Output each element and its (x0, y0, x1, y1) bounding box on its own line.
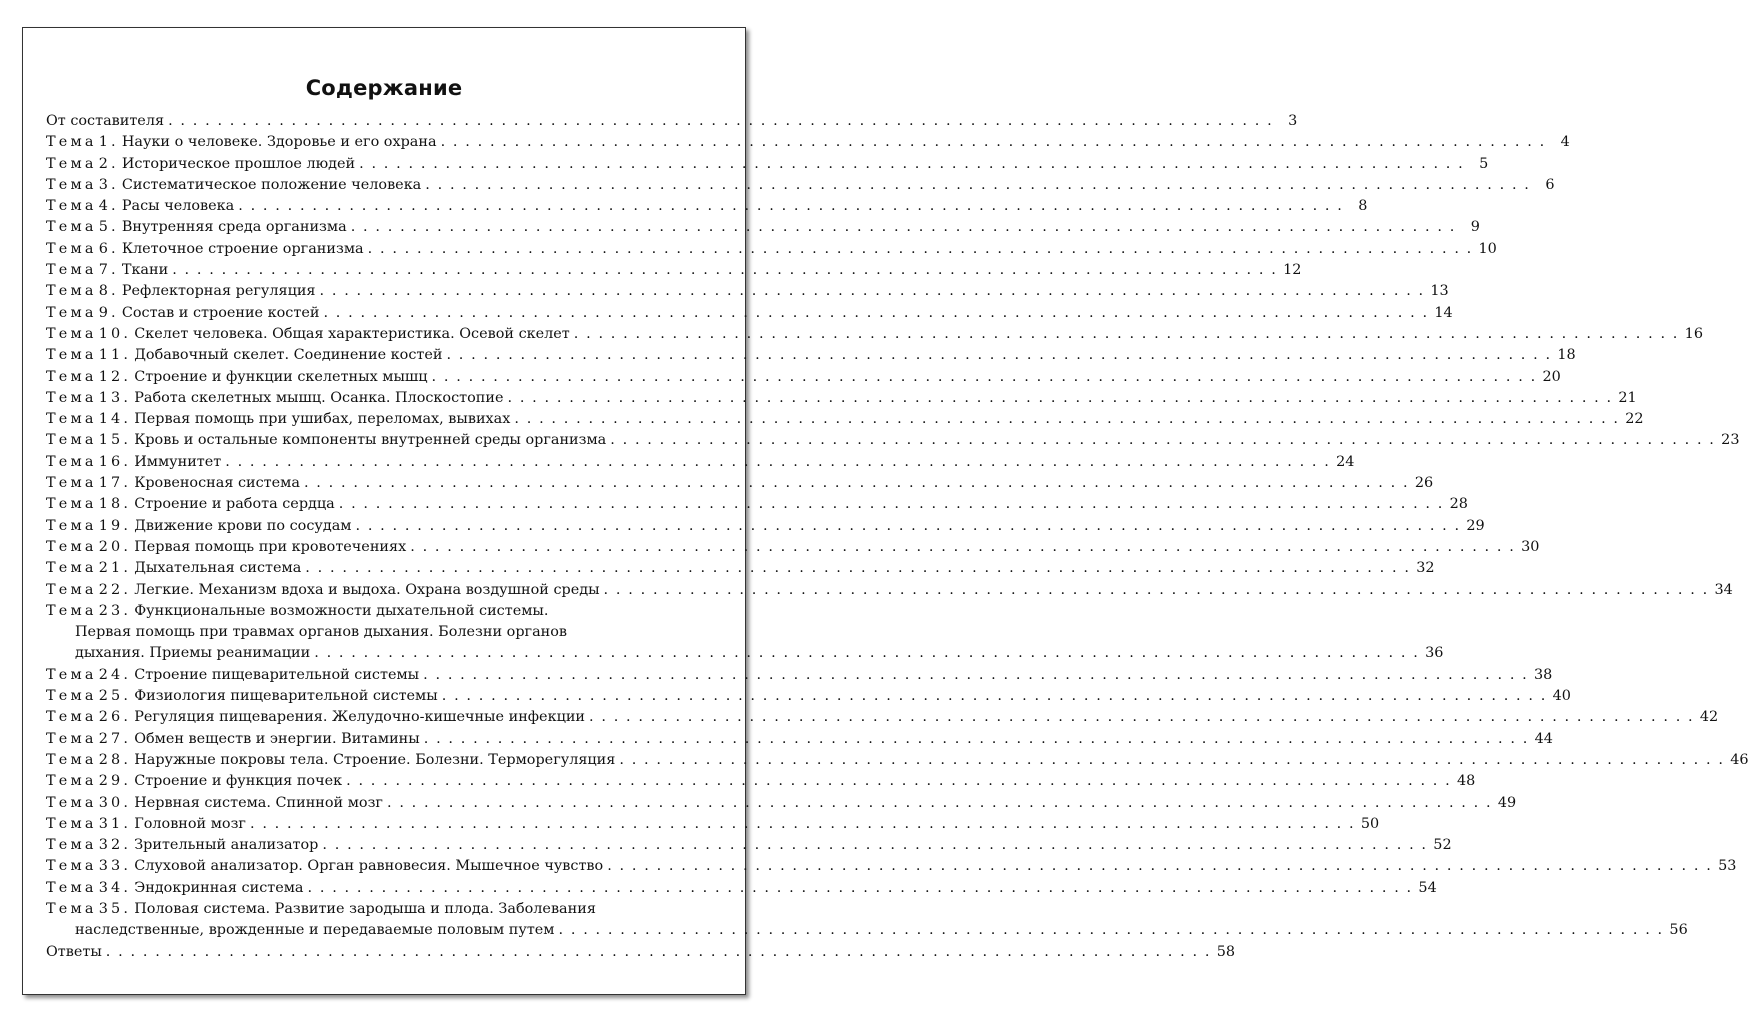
toc-label: Тема (46, 432, 97, 449)
toc-label: Тема (46, 176, 97, 193)
toc-number: 13. (98, 389, 132, 406)
toc-title: Зрительный анализатор (134, 837, 319, 854)
toc-page-number: 12 (1283, 262, 1302, 279)
toc-page-number: 40 (1552, 688, 1571, 705)
toc-label: Тема (46, 517, 97, 534)
toc-page-number: 32 (1416, 560, 1435, 577)
toc-label: Тема (46, 496, 97, 513)
toc-page-number: 46 (1730, 751, 1749, 768)
toc-title: Физиология пищеварительной системы (134, 688, 438, 705)
toc-leader-dots: . . . . . . . . . . . . . . . . . . . . . . . . . . . . . . . . . . . . . . . . . . . . . . . . . . . . . . . . . . . . . . . . . . . . . . . . . . . . . . . . . . . . . . . . . . (225, 453, 1331, 470)
toc-page-number: 42 (1699, 709, 1719, 726)
toc-entry (46, 942, 1236, 963)
toc-title: Науки о человеке. Здоровье и его охрана (121, 134, 437, 151)
toc-entry (46, 516, 1485, 537)
toc-entry-line (46, 899, 724, 920)
toc-title: Строение и работа сердца (134, 496, 335, 513)
toc-label: Тема (46, 581, 97, 598)
toc-title: Строение и функция почек (134, 773, 343, 790)
toc-entry (46, 729, 1553, 750)
toc-label: Тема (46, 709, 97, 726)
toc-leader-dots: . . . . . . . . . . . . . . . . . . . . . . . . . . . . . . . . . . . . . . . . . . . . . . . . . . . . . . . . . . . . . . . . . . . . . . . . . . . . . . . . . . . . . . . . . . (619, 751, 1725, 768)
toc-label: Тема (46, 240, 97, 257)
toc-number: 34. (98, 879, 132, 896)
toc-leader-dots: . . . . . . . . . . . . . . . . . . . . . . . . . . . . . . . . . . . . . . . . . . . . . . . . . . . . . . . . . . . . . . . . . . . . . . . . . . . . . . . . . . . . . . . . . . (249, 815, 1356, 832)
toc-label: Тема (46, 368, 97, 385)
toc-label: Тема (46, 751, 97, 768)
toc-number: 30. (98, 794, 132, 811)
toc-number: 25. (98, 688, 132, 705)
toc-leader-dots: . . . . . . . . . . . . . . . . . . . . . . . . . . . . . . . . . . . . . . . . . . . . . . . . . . . . . . . . . . . . . . . . . . . . . . . . . . . . . . . . . . . . . . . . . . (558, 922, 1664, 939)
toc-label: Тема (46, 475, 97, 492)
toc-leader-dots: . . . . . . . . . . . . . . . . . . . . . . . . . . . . . . . . . . . . . . . . . . . . . . . . . . . . . . . . . . . . . . . . . . . . . . . . . . . . . . . . . . . . . . . . . . (355, 517, 1461, 534)
toc-leader-dots: . . . . . . . . . . . . . . . . . . . . . . . . . . . . . . . . . . . . . . . . . . . . . . . . . . . . . . . . . . . . . . . . . . . . . . . . . . . . . . . . . . . . . . . . . . (425, 176, 1531, 193)
toc-title: дыхания. Приемы реанимации (75, 645, 311, 662)
toc-label: Тема (46, 453, 97, 470)
toc-page-number: 5 (1479, 155, 1489, 172)
toc-leader-dots: . . . . . . . . . . . . . . . . . . . . . . . . . . . . . . . . . . . . . . . . . . . . . . . . . . . . . . . . . . . . . . . . . . . . . . . . . . . . . . . . . . . . . . . . . . (603, 581, 1709, 598)
toc-entry (46, 814, 1380, 835)
toc-number: 14. (98, 411, 132, 428)
toc-page-number: 36 (1425, 645, 1444, 662)
toc-page-number: 21 (1618, 389, 1637, 406)
toc-page-number: 4 (1560, 134, 1570, 151)
toc-entry-line (46, 622, 724, 643)
toc-label: Тема (46, 155, 97, 172)
toc-leader-dots: . . . . . . . . . . . . . . . . . . . . . . . . . . . . . . . . . . . . . . . . . . . . . . . . . . . . . . . . . . . . . . . . . . . . . . . . . . . . . . . . . . . . . . . . . . (359, 155, 1465, 172)
toc-leader-dots: . . . . . . . . . . . . . . . . . . . . . . . . . . . . . . . . . . . . . . . . . . . . . . . . . . . . . . . . . . . . . . . . . . . . . . . . . . . . . . . . . . . . . . . . . . (410, 538, 1516, 555)
toc-number: 16. (98, 453, 132, 470)
toc-label: Тема (46, 325, 97, 342)
document-page (22, 27, 1749, 995)
toc-number: 10. (98, 325, 132, 342)
toc-page-number: 48 (1457, 773, 1476, 790)
toc-number: 26. (98, 709, 132, 726)
toc-entry (46, 686, 1571, 707)
toc-entry (46, 388, 1637, 409)
toc-title: Наружные покровы тела. Строение. Болезни. Терморегуляция (134, 751, 616, 768)
toc-number: 4. (98, 198, 119, 215)
toc-label: Тема (46, 389, 97, 406)
toc-title: Добавочный скелет. Соединение костей (134, 347, 443, 364)
toc-entry (46, 856, 1737, 877)
toc-title: Внутренняя среда организма (121, 219, 347, 236)
toc-leader-dots: . . . . . . . . . . . . . . . . . . . . . . . . . . . . . . . . . . . . . . . . . . . . . . . . . . . . . . . . . . . . . . . . . . . . . . . . . . . . . . . . . . . . . . . . . . (589, 709, 1695, 726)
toc-number: 8. (98, 283, 119, 300)
toc-leader-dots: . . . . . . . . . . . . . . . . . . . . . . . . . . . . . . . . . . . . . . . . . . . . . . . . . . . . . . . . . . . . . . . . . . . . . . . . . . . . . . . . . . . . . . . . . . (386, 794, 1493, 811)
toc-leader-dots: . . . . . . . . . . . . . . . . . . . . . . . . . . . . . . . . . . . . . . . . . . . . . . . . . . . . . . . . . . . . . . . . . . . . . . . . . . . . . . . . . . . . . . . . . . (610, 432, 1716, 449)
toc-number: 23. (98, 602, 132, 619)
toc-leader-dots: . . . . . . . . . . . . . . . . . . . . . . . . . . . . . . . . . . . . . . . . . . . . . . . . . . . . . . . . . . . . . . . . . . . . . . . . . . . . . . . . . . . . . . . . . . (573, 325, 1679, 342)
toc-title: Скелет человека. Общая характеристика. Осевой скелет (134, 325, 570, 342)
toc-entry (46, 196, 1368, 217)
toc-number: 27. (98, 730, 132, 747)
toc-page-number: 14 (1434, 304, 1453, 321)
toc-title: Ответы (46, 943, 102, 960)
toc-page-number: 20 (1542, 368, 1561, 385)
toc-page-number: 24 (1336, 453, 1355, 470)
toc-leader-dots: . . . . . . . . . . . . . . . . . . . . . . . . . . . . . . . . . . . . . . . . . . . . . . . . . . . . . . . . . . . . . . . . . . . . . . . . . . . . . . . . . . . . . . . . . . (346, 773, 1452, 790)
toc-page-number: 9 (1470, 219, 1480, 236)
page-title: Содержание (305, 76, 463, 100)
toc-number: 31. (98, 815, 132, 832)
toc-leader-dots: . . . . . . . . . . . . . . . . . . . . . . . . . . . . . . . . . . . . . . . . . . . . . . . . . . . . . . . . . . . . . . . . . . . . . . . . . . . . . . . . . . . . . . . . . . (168, 113, 1274, 129)
toc-number: 2. (98, 155, 119, 172)
toc-label: Тема (46, 666, 97, 683)
toc-title: Кровеносная система (134, 475, 300, 492)
toc-title: Эндокринная система (134, 879, 304, 896)
toc-title: Дыхательная система (134, 560, 302, 577)
toc-title: Первая помощь при ушибах, переломах, вывихах (134, 411, 511, 428)
toc-page-number: 30 (1521, 538, 1540, 555)
toc-number: 7. (98, 262, 119, 279)
toc-number: 1. (98, 134, 119, 151)
toc-page-number: 3 (1288, 113, 1298, 129)
toc-leader-dots: . . . . . . . . . . . . . . . . . . . . . . . . . . . . . . . . . . . . . . . . . . . . . . . . . . . . . . . . . . . . . . . . . . . . . . . . . . . . . . . . . . . . . . . . . . (446, 347, 1552, 364)
toc-leader-dots: . . . . . . . . . . . . . . . . . . . . . . . . . . . . . . . . . . . . . . . . . . . . . . . . . . . . . . . . . . . . . . . . . . . . . . . . . . . . . . . . . . . . . . . . . . (350, 219, 1456, 236)
toc-title: Легкие. Механизм вдоха и выдоха. Охрана воздушной среды (134, 581, 600, 598)
toc-leader-dots: . . . . . . . . . . . . . . . . . . . . . . . . . . . . . . . . . . . . . . . . . . . . . . . . . . . . . . . . . . . . . . . . . . . . . . . . . . . . . . . . . . . . . . . . . . (514, 411, 1620, 428)
toc-label: Тема (46, 879, 97, 896)
toc-number: 18. (98, 496, 132, 513)
toc-entry (46, 494, 1468, 515)
toc-entry (46, 239, 1497, 260)
toc-label: Тема (46, 900, 97, 917)
toc-title: Ткани (121, 262, 169, 279)
toc-leader-dots: . . . . . . . . . . . . . . . . . . . . . . . . . . . . . . . . . . . . . . . . . . . . . . . . . . . . . . . . . . . . . . . . . . . . . . . . . . . . . . . . . . . . . . . . . . (507, 389, 1613, 406)
toc-number: 3. (98, 176, 119, 193)
toc-label: Тема (46, 411, 97, 428)
toc-page-number: 6 (1545, 176, 1555, 193)
toc-number: 12. (98, 368, 132, 385)
toc-title: Нервная система. Спинной мозг (134, 794, 383, 811)
toc-entry (46, 558, 1435, 579)
toc-label: Тема (46, 134, 97, 151)
toc-title: Работа скелетных мышц. Осанка. Плоскостопие (134, 389, 504, 406)
toc-page-number: 8 (1358, 198, 1368, 215)
toc-label: Тема (46, 262, 97, 279)
toc-title: Рефлекторная регуляция (121, 283, 316, 300)
toc-title: От составителя (46, 113, 165, 129)
toc-entry (46, 643, 1444, 664)
table-of-contents (46, 111, 1749, 963)
toc-title: наследственные, врожденные и передаваемые половым путем (75, 922, 555, 939)
toc-label: Тема (46, 858, 97, 875)
toc-page-number: 52 (1433, 837, 1452, 854)
toc-label: Тема (46, 730, 97, 747)
toc-leader-dots: . . . . . . . . . . . . . . . . . . . . . . . . . . . . . . . . . . . . . . . . . . . . . . . . . . . . . . . . . . . . . . . . . . . . . . . . . . . . . . . . . . . . . . . . . . (423, 730, 1529, 747)
toc-label: Тема (46, 837, 97, 854)
toc-entry (46, 324, 1703, 345)
toc-leader-dots: . . . . . . . . . . . . . . . . . . . . . . . . . . . . . . . . . . . . . . . . . . . . . . . . . . . . . . . . . . . . . . . . . . . . . . . . . . . . . . . . . . . . . . . . . . (323, 304, 1429, 321)
toc-number: 24. (98, 666, 132, 683)
toc-label: Тема (46, 794, 97, 811)
toc-page-number: 22 (1625, 411, 1644, 428)
toc-leader-dots: . . . . . . . . . . . . . . . . . . . . . . . . . . . . . . . . . . . . . . . . . . . . . . . . . . . . . . . . . . . . . . . . . . . . . . . . . . . . . . . . . . . . . . . . . . (423, 666, 1529, 683)
toc-leader-dots: . . . . . . . . . . . . . . . . . . . . . . . . . . . . . . . . . . . . . . . . . . . . . . . . . . . . . . . . . . . . . . . . . . . . . . . . . . . . . . . . . . . . . . . . . . (440, 134, 1546, 151)
toc-page-number: 16 (1684, 325, 1703, 342)
toc-entry (46, 409, 1644, 430)
toc-page-number: 29 (1466, 517, 1485, 534)
toc-leader-dots: . . . . . . . . . . . . . . . . . . . . . . . . . . . . . . . . . . . . . . . . . . . . . . . . . . . . . . . . . . . . . . . . . . . . . . . . . . . . . . . . . . . . . . . . . . (303, 475, 1410, 492)
toc-entry (46, 665, 1553, 686)
toc-label: Тема (46, 538, 97, 555)
toc-entry (46, 580, 1733, 601)
toc-page-number: 54 (1418, 879, 1437, 896)
toc-title: Обмен веществ и энергии. Витамины (134, 730, 420, 747)
toc-entry (46, 771, 1476, 792)
toc-number: 22. (98, 581, 132, 598)
toc-entry (46, 473, 1434, 494)
toc-entry (46, 303, 1453, 324)
toc-number: 32. (98, 837, 132, 854)
toc-entry (46, 132, 1570, 153)
toc-page-number: 58 (1216, 943, 1236, 960)
toc-entry (46, 175, 1555, 196)
toc-leader-dots: . . . . . . . . . . . . . . . . . . . . . . . . . . . . . . . . . . . . . . . . . . . . . . . . . . . . . . . . . . . . . . . . . . . . . . . . . . . . . . . . . . . . . . . . . . (431, 368, 1537, 385)
toc-label: Тема (46, 219, 97, 236)
toc-number: 28. (98, 751, 132, 768)
toc-title: Слуховой анализатор. Орган равновесия. Мышечное чувство (134, 858, 604, 875)
toc-leader-dots: . . . . . . . . . . . . . . . . . . . . . . . . . . . . . . . . . . . . . . . . . . . . . . . . . . . . . . . . . . . . . . . . . . . . . . . . . . . . . . . . . . . . . . . . . . (319, 283, 1425, 300)
toc-title: Систематическое положение человека (121, 176, 422, 193)
toc-entry (46, 920, 1688, 941)
toc-label: Тема (46, 688, 97, 705)
toc-page-number: 49 (1497, 794, 1517, 811)
toc-leader-dots: . . . . . . . . . . . . . . . . . . . . . . . . . . . . . . . . . . . . . . . . . . . . . . . . . . . . . . . . . . . . . . . . . . . . . . . . . . . . . . . . . . . . . . . . . . (314, 645, 1420, 662)
toc-leader-dots: . . . . . . . . . . . . . . . . . . . . . . . . . . . . . . . . . . . . . . . . . . . . . . . . . . . . . . . . . . . . . . . . . . . . . . . . . . . . . . . . . . . . . . . . . . (307, 879, 1413, 896)
toc-label: Тема (46, 773, 97, 790)
toc-number: 15. (98, 432, 132, 449)
toc-page-number: 44 (1534, 730, 1553, 747)
toc-entry (46, 367, 1561, 388)
toc-leader-dots: . . . . . . . . . . . . . . . . . . . . . . . . . . . . . . . . . . . . . . . . . . . . . . . . . . . . . . . . . . . . . . . . . . . . . . . . . . . . . . . . . . . . . . . . . . (305, 560, 1411, 577)
toc-number: 6. (98, 240, 119, 257)
toc-entry (46, 750, 1749, 771)
toc-entry (46, 345, 1576, 366)
toc-number: 17. (98, 475, 132, 492)
toc-title: Кровь и остальные компоненты внутренней среды организма (134, 432, 607, 449)
toc-leader-dots: . . . . . . . . . . . . . . . . . . . . . . . . . . . . . . . . . . . . . . . . . . . . . . . . . . . . . . . . . . . . . . . . . . . . . . . . . . . . . . . . . . . . . . . . . . (172, 262, 1278, 279)
toc-page-number: 10 (1478, 240, 1497, 257)
toc-title: Строение и функции скелетных мышц (134, 368, 428, 385)
toc-entry (46, 430, 1740, 451)
toc-entry-line (46, 601, 724, 622)
toc-leader-dots: . . . . . . . . . . . . . . . . . . . . . . . . . . . . . . . . . . . . . . . . . . . . . . . . . . . . . . . . . . . . . . . . . . . . . . . . . . . . . . . . . . . . . . . . . . (105, 943, 1212, 960)
toc-leader-dots: . . . . . . . . . . . . . . . . . . . . . . . . . . . . . . . . . . . . . . . . . . . . . . . . . . . . . . . . . . . . . . . . . . . . . . . . . . . . . . . . . . . . . . . . . . (322, 837, 1428, 854)
toc-number: 19. (98, 517, 132, 534)
toc-number: 20. (98, 538, 132, 555)
toc-page-number: 53 (1718, 858, 1737, 875)
toc-entry (46, 835, 1452, 856)
toc-number: 11. (98, 347, 132, 364)
toc-label: Тема (46, 283, 97, 300)
toc-title: Первая помощь при кровотечениях (134, 538, 407, 555)
toc-page-number: 38 (1534, 666, 1553, 683)
toc-leader-dots: . . . . . . . . . . . . . . . . . . . . . . . . . . . . . . . . . . . . . . . . . . . . . . . . . . . . . . . . . . . . . . . . . . . . . . . . . . . . . . . . . . . . . . . . . . (441, 688, 1547, 705)
toc-leader-dots: . . . . . . . . . . . . . . . . . . . . . . . . . . . . . . . . . . . . . . . . . . . . . . . . . . . . . . . . . . . . . . . . . . . . . . . . . . . . . . . . . . . . . . . . . . (607, 858, 1713, 875)
toc-title: Строение пищеварительной системы (134, 666, 420, 683)
toc-number: 21. (98, 560, 132, 577)
toc-leader-dots: . . . . . . . . . . . . . . . . . . . . . . . . . . . . . . . . . . . . . . . . . . . . . . . . . . . . . . . . . . . . . . . . . . . . . . . . . . . . . . . . . . . . . . . . . . (367, 240, 1473, 257)
toc-entry (46, 111, 1298, 132)
toc-page-number: 56 (1669, 922, 1688, 939)
toc-entry (46, 154, 1489, 175)
toc-leader-dots: . . . . . . . . . . . . . . . . . . . . . . . . . . . . . . . . . . . . . . . . . . . . . . . . . . . . . . . . . . . . . . . . . . . . . . . . . . . . . . . . . . . . . . . . . . (238, 198, 1344, 215)
toc-entry (46, 793, 1517, 814)
toc-label: Тема (46, 304, 97, 321)
toc-page-number: 26 (1414, 475, 1434, 492)
toc-number: 29. (98, 773, 132, 790)
toc-label: Тема (46, 560, 97, 577)
toc-page-number: 34 (1714, 581, 1733, 598)
toc-title: Движение крови по сосудам (134, 517, 352, 534)
toc-title: Иммунитет (134, 453, 222, 470)
toc-title: Головной мозг (134, 815, 246, 832)
toc-entry (46, 878, 1437, 899)
toc-number: 9. (98, 304, 119, 321)
toc-title: Половая система. Развитие зародыша и плода. Заболевания (134, 900, 596, 917)
toc-page-number: 28 (1449, 496, 1468, 513)
toc-entry (46, 537, 1540, 558)
toc-label: Тема (46, 347, 97, 364)
toc-page-number: 50 (1360, 815, 1380, 832)
toc-label: Тема (46, 815, 97, 832)
toc-entry (46, 707, 1719, 728)
toc-page-number: 23 (1721, 432, 1740, 449)
toc-title: Клеточное строение организма (121, 240, 364, 257)
toc-title: Расы человека (121, 198, 235, 215)
toc-label: Тема (46, 602, 97, 619)
toc-number: 5. (98, 219, 119, 236)
toc-title: Историческое прошлое людей (121, 155, 356, 172)
toc-leader-dots: . . . . . . . . . . . . . . . . . . . . . . . . . . . . . . . . . . . . . . . . . . . . . . . . . . . . . . . . . . . . . . . . . . . . . . . . . . . . . . . . . . . . . . . . . . (338, 496, 1444, 513)
toc-title: Функциональные возможности дыхательной системы. (134, 602, 549, 619)
toc-entry (46, 452, 1355, 473)
toc-label: Тема (46, 198, 97, 215)
toc-page-number: 18 (1557, 347, 1576, 364)
toc-page-number: 13 (1430, 283, 1449, 300)
toc-title: Состав и строение костей (121, 304, 320, 321)
toc-entry (46, 281, 1449, 302)
toc-number: 35. (98, 900, 132, 917)
toc-title: Первая помощь при травмах органов дыхания. Болезни органов (75, 624, 568, 641)
toc-title: Регуляция пищеварения. Желудочно-кишечные инфекции (134, 709, 585, 726)
toc-entry (46, 260, 1302, 281)
toc-entry (46, 217, 1480, 238)
toc-number: 33. (98, 858, 132, 875)
